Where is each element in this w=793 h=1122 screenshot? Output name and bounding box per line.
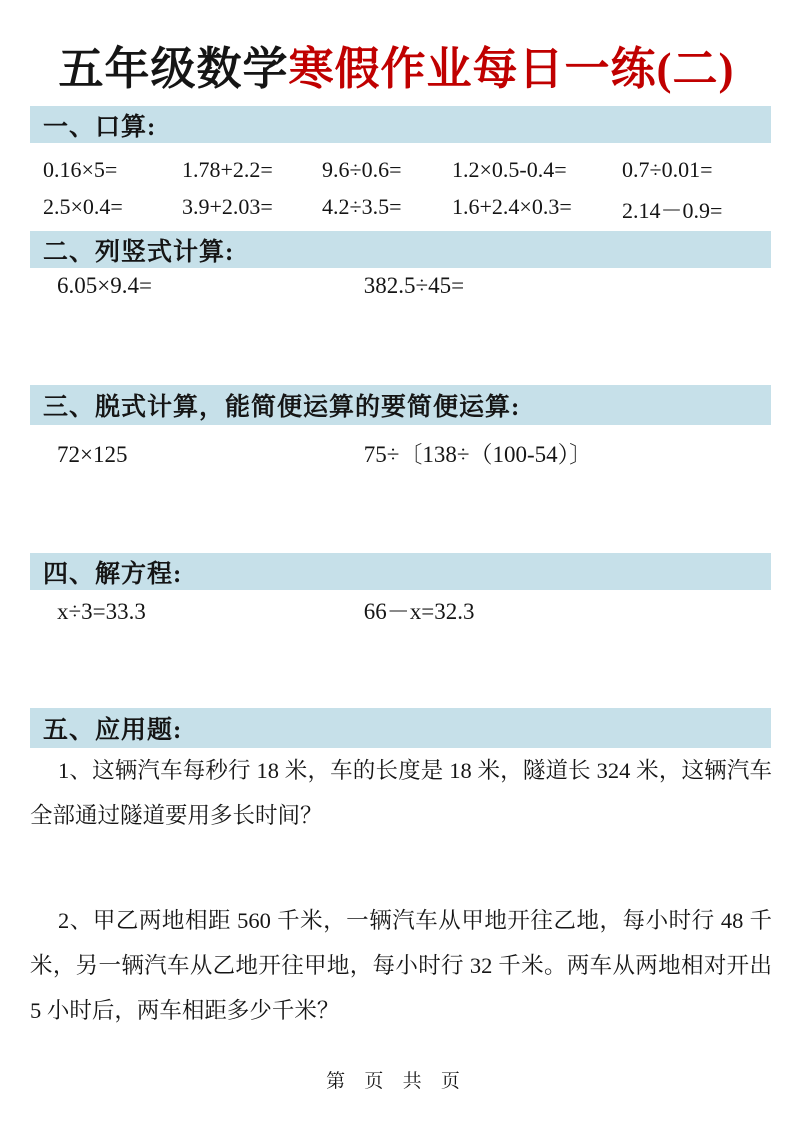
page-title	[0, 32, 793, 97]
oral-problem: 2.14－0.9=	[622, 198, 723, 223]
oral-problem: 1.6+2.4×0.3=	[452, 194, 572, 219]
oral-problem: 1.2×0.5-0.4=	[452, 157, 567, 182]
stepwise-problems	[57, 436, 773, 469]
title-grade-part: 五年级数学	[58, 44, 289, 94]
oral-problem: 3.9+2.03=	[182, 194, 273, 219]
oral-problem: 0.7÷0.01=	[622, 157, 713, 182]
stepwise-problem: 75÷〔138÷（100-54）〕	[363, 442, 593, 467]
section-heading-stepwise	[30, 385, 771, 425]
oral-row-2	[43, 194, 778, 225]
vertical-problem: 382.5÷45=	[363, 273, 465, 298]
section-heading-vertical-label: 二、列竖式计算:	[43, 238, 235, 266]
section-heading-word-label: 五、应用题:	[43, 717, 183, 744]
equation-problem: x÷3=33.3	[57, 599, 146, 624]
vertical-problems	[57, 273, 773, 299]
section-heading-vertical	[30, 231, 771, 268]
title-homework-part: 寒假作业每日一练(二)	[288, 44, 735, 94]
vertical-problem: 6.05×9.4=	[57, 273, 152, 298]
oral-problem: 1.78+2.2=	[182, 157, 273, 182]
word-problem-2: 2、甲乙两地相距 560 千米，一辆汽车从甲地开往乙地，每小时行 48 千米，另一辆汽车从乙地开往甲地，每小时行 32 千米。两车从两地相对开出 5 小时后，两车相距多少千米？	[30, 908, 772, 1023]
section-heading-oral	[30, 106, 771, 143]
equation-problems	[57, 593, 773, 626]
section-heading-equations	[30, 553, 771, 590]
oral-row-1	[43, 157, 778, 183]
oral-problem: 0.16×5=	[43, 157, 118, 182]
oral-problem: 4.2÷3.5=	[322, 194, 402, 219]
section-heading-equations-label: 四、解方程:	[43, 560, 183, 588]
oral-problem: 9.6÷0.6=	[322, 157, 402, 182]
section-heading-word	[30, 708, 771, 748]
stepwise-problem: 72×125	[57, 442, 128, 467]
word-problem-1: 1、这辆汽车每秒行 18 米，车的长度是 18 米，隧道长 324 米，这辆汽车全部通过隧道要用多长时间？	[30, 758, 772, 828]
oral-problem: 2.5×0.4=	[43, 194, 123, 219]
equation-problem: 66－x=32.3	[363, 599, 475, 624]
section-heading-oral-label: 一、口算:	[43, 113, 157, 141]
page-footer: 第 页 共 页	[326, 1071, 467, 1092]
section-heading-stepwise-label: 三、脱式计算，能简便运算的要简便运算:	[43, 394, 521, 421]
